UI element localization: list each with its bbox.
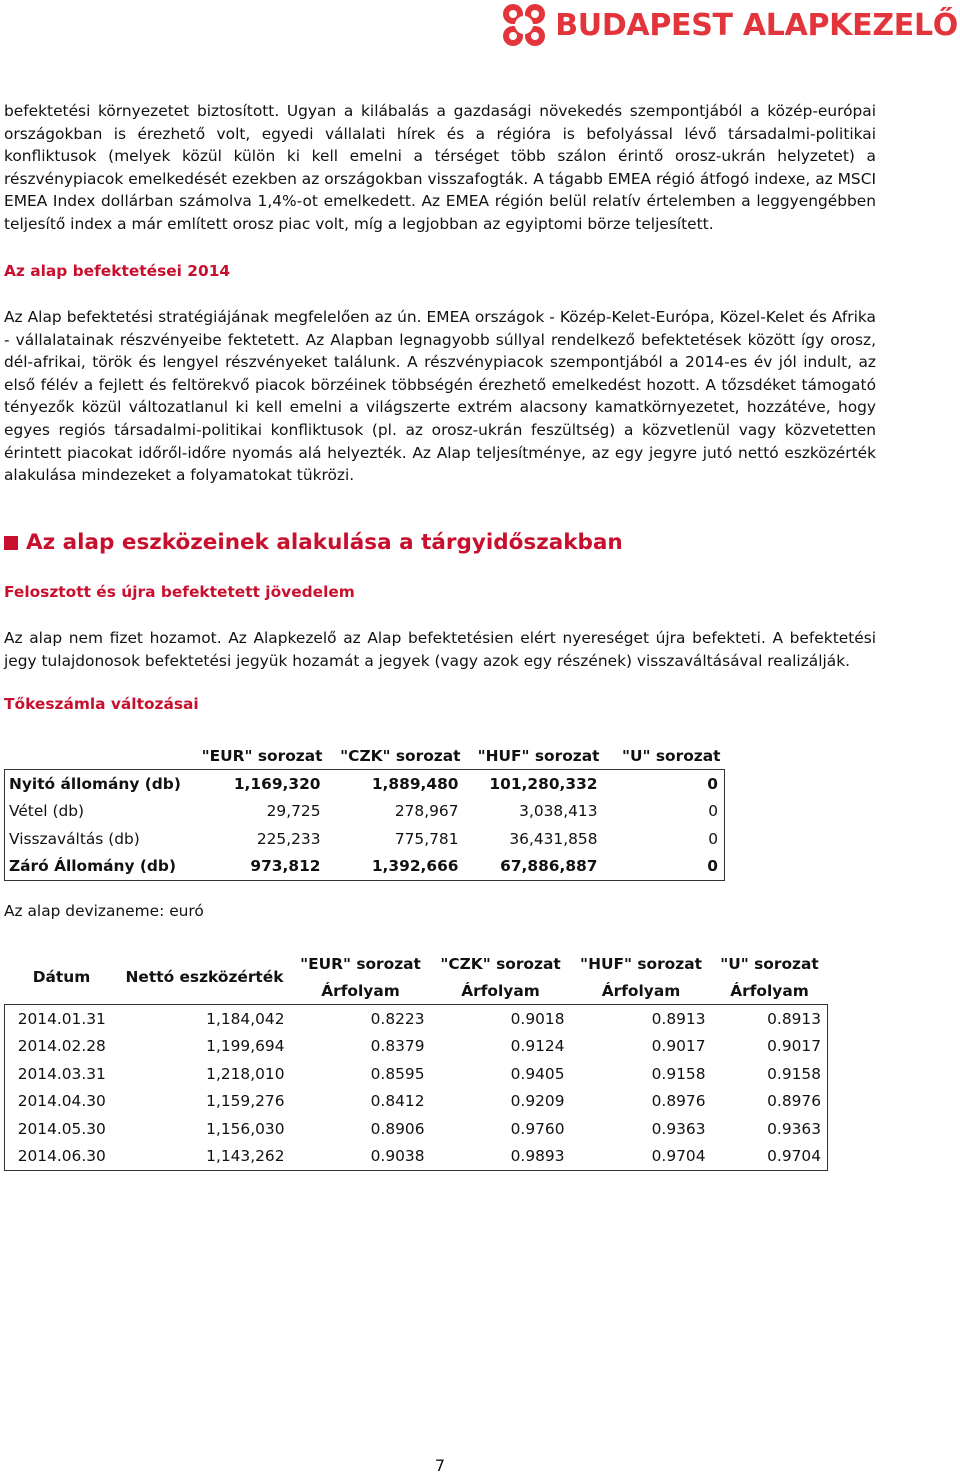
table-row: [5, 770, 725, 798]
row-label: Nyitó állomány (db): [9, 774, 181, 793]
price-cell: 0.9124: [510, 1037, 565, 1056]
table-cell: 225,233: [256, 829, 321, 848]
nav-cell: 1,143,262: [206, 1147, 285, 1166]
table-row: [5, 825, 725, 853]
price-cell: 0.9018: [510, 1009, 565, 1028]
date-cell: 2014.05.30: [17, 1119, 106, 1138]
price-cell: 0.9017: [767, 1037, 821, 1056]
date-cell: 2014.04.30: [17, 1092, 106, 1111]
column-subheader: Árfolyam: [730, 981, 809, 1000]
table-cell: 67,886,887: [500, 857, 598, 876]
nav-cell: 1,199,694: [206, 1037, 285, 1056]
table-row: [5, 1088, 828, 1116]
table-cell: 29,725: [266, 802, 321, 821]
column-header: "U" sorozat: [720, 954, 819, 973]
intro-paragraph: befektetési környezetet biztosított. Ugyan a kilábalás a gazdasági növekedés szempontjából a közép-európai országokban is érezhető volt, egyedi vállalati hírek és a régióra is befolyással lévő társadalmi-politikai konfliktusok (melyek közül külön ki kell emelni a térséget több szálon érintő orosz-ukrán helyzetet) a részvénypiacok emelkedését ezekben az országokban visszafogták. A tágabb EMEA régió átfogó indexe, az MSCI EMEA Index dollárban számolva 1,4%-ot emelkedett. Az EMEA régión belül relatív értelemben a leggyengébben teljesítő index a már említett orosz piac volt, míg a legjobban az egyiptomi börze teljesített.: [4, 102, 876, 233]
price-cell: 0.9038: [370, 1147, 425, 1166]
price-cell: 0.8913: [767, 1009, 821, 1028]
row-label: Vétel (db): [9, 802, 85, 821]
distribution-paragraph: Az alap nem fizet hozamot. Az Alapkezelő az Alap befektetésien elért nyereséget újra befekteti. A befektetési jegy tulajdonosok befektetési jegyük hozamát a jegyek (vagy azok egy részének) visszaváltásával realizálják.: [4, 629, 876, 670]
budapest-alapkezelo-logo-icon: [501, 2, 547, 48]
column-header: "U" sorozat: [622, 746, 721, 765]
capital-account-corner: [5, 742, 189, 770]
table-row: [5, 798, 725, 826]
nav-cell: 1,156,030: [206, 1119, 285, 1138]
column-header: "HUF" sorozat: [580, 954, 702, 973]
table-cell: 0: [708, 829, 718, 848]
price-cell: 0.9704: [651, 1147, 706, 1166]
column-subheader: Árfolyam: [601, 981, 681, 1000]
currency-note: Az alap devizaneme: euró: [4, 902, 204, 920]
date-cell: 2014.02.28: [17, 1037, 106, 1056]
table-cell: 1,889,480: [371, 774, 459, 793]
price-cell: 0.8412: [370, 1092, 425, 1111]
table-cell: 36,431,858: [509, 829, 598, 848]
table-row: [5, 1005, 828, 1033]
price-cell: 0.9760: [510, 1119, 565, 1138]
table-cell: 775,781: [394, 829, 459, 848]
table-row: [5, 1115, 828, 1143]
table-row: [5, 1033, 828, 1061]
nav-cell: 1,218,010: [206, 1064, 285, 1083]
price-cell: 0.8223: [370, 1009, 425, 1028]
table-cell: 3,038,413: [519, 802, 598, 821]
date-cell: 2014.03.31: [17, 1064, 106, 1083]
column-subheader: Árfolyam: [461, 981, 540, 1000]
price-cell: 0.9363: [651, 1119, 706, 1138]
date-cell: 2014.06.30: [17, 1147, 106, 1166]
price-cell: 0.9363: [767, 1119, 821, 1138]
table-cell: 0: [707, 774, 718, 793]
investments-paragraph: Az Alap befektetési stratégiájának megfelelően az ún. EMEA országok - Közép-Kelet-Európa, Közel-Kelet és Afrika - vállalatainak részvényeibe fektetett. Az Alapban legnagyobb súllyal rendelkező befektetések között így orosz, dél-afrikai, török és lengyel részvényeket találunk. A részvénypiacok szempontjából a 2014-es év jól indult, az első félév a fejlett és feltörekvő piacok börzéinek többségén érezhető emelkedést hozott. A tőzsdéket támogató tényezők közül változatlanul ki kell emelni a világszerte extrém alacsony kamatkörnyezetet, hozzátéve, hogy egyes regiós társadalmi-politikai konfliktusok (pl. az orosz-ukrán feszültség) a közvetlenül vagy közvetetten érintett piacokat időről-időre nyomás alá helyezték. Az Alap teljesítménye, az egy jegyre jutó nettó eszközérték alakulása mindezeket a folyamatokat tükrözi.: [4, 308, 876, 485]
table-cell: 101,280,332: [489, 774, 598, 793]
price-cell: 0.8913: [651, 1009, 706, 1028]
table-cell: 973,812: [250, 857, 321, 876]
column-subheader: Árfolyam: [321, 981, 400, 1000]
capital-account-heading: Tőkeszámla változásai: [4, 695, 199, 713]
assets-section-heading: [4, 530, 623, 555]
table-cell: 278,967: [394, 802, 459, 821]
column-header-date: Dátum: [32, 968, 91, 986]
price-cell: 0.8595: [370, 1064, 425, 1083]
nav-table: [4, 950, 828, 1171]
row-label: Visszaváltás (db): [9, 829, 140, 848]
table-cell: 1,392,666: [371, 857, 459, 876]
table-row: [5, 1060, 828, 1088]
price-cell: 0.8976: [651, 1092, 706, 1111]
column-header: "HUF" sorozat: [477, 746, 600, 765]
column-header: "CZK" sorozat: [340, 746, 461, 765]
row-label: Záró Állomány (db): [9, 857, 176, 876]
table-row: [5, 1143, 828, 1171]
table-row: [5, 853, 725, 881]
column-header: "EUR" sorozat: [300, 954, 421, 973]
price-cell: 0.8906: [370, 1119, 425, 1138]
capital-account-table: [4, 742, 725, 881]
price-cell: 0.9405: [510, 1064, 565, 1083]
price-cell: 0.9158: [651, 1064, 706, 1083]
column-header: "CZK" sorozat: [440, 954, 561, 973]
nav-cell: 1,159,276: [206, 1092, 285, 1111]
column-header-nav: Nettó eszközérték: [125, 968, 284, 986]
nav-cell: 1,184,042: [206, 1009, 285, 1028]
date-cell: 2014.01.31: [17, 1009, 106, 1028]
price-cell: 0.9017: [651, 1037, 706, 1056]
price-cell: 0.9893: [510, 1147, 565, 1166]
table-cell: 0: [708, 802, 718, 821]
assets-section-title: Az alap eszközeinek alakulása a tárgyidőszakban: [26, 530, 623, 555]
price-cell: 0.9209: [510, 1092, 565, 1111]
header-logo: [501, 2, 958, 48]
price-cell: 0.9704: [767, 1147, 821, 1166]
price-cell: 0.9158: [767, 1064, 821, 1083]
page-number: 7: [434, 1456, 446, 1475]
column-header: "EUR" sorozat: [201, 746, 323, 765]
square-bullet-icon: [4, 536, 18, 550]
table-cell: 1,169,320: [233, 774, 321, 793]
investments-heading: Az alap befektetései 2014: [4, 262, 231, 280]
price-cell: 0.8976: [767, 1092, 821, 1111]
table-cell: 0: [707, 857, 718, 876]
price-cell: 0.8379: [370, 1037, 425, 1056]
distribution-heading: Felosztott és újra befektetett jövedelem: [4, 583, 355, 601]
brand-name: BUDAPEST ALAPKEZELŐ: [555, 7, 958, 43]
